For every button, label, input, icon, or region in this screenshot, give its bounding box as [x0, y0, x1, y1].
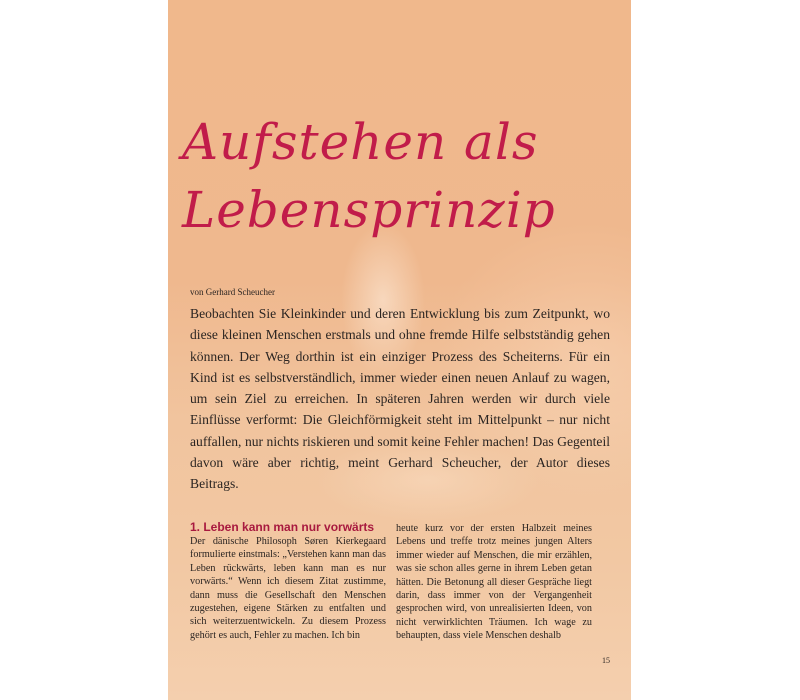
lead-paragraph: Beobachten Sie Kleinkinder und deren Entwicklung bis zum Zeitpunkt, wo diese kleinen Menschen erstmals und ohne fremde Hilfe selbstständig gehen können. Der Weg dorthin ist ein einziger Prozess des Scheiterns. Für ein Kind ist es selbstverständlich, immer wieder einen neuen Anlauf zu wagen, um sein Ziel zu erreichen. In späteren Jahren werden wir durch viele Einflüsse verformt: Die Gleichförmigkeit steht im Mittelpunkt – nur nicht auffallen, nur nichts riskieren und somit keine Fehler machen! Das Gegenteil davon wäre aber richtig, meint Gerhard Scheucher, der Autor dieses Beitrags. — [190, 306, 610, 492]
body-column-left — [190, 520, 386, 642]
title-line-1: Aufstehen als — [182, 113, 539, 171]
page-number: 15 — [602, 656, 610, 665]
title-line-2: Lebensprinzip — [182, 181, 556, 239]
body-column-right — [396, 522, 592, 643]
byline: von Gerhard Scheucher — [190, 287, 275, 297]
section-heading: 1. Leben kann man nur vorwärts — [190, 520, 375, 534]
body-text-left: Der dänische Philosoph Søren Kierkegaard formulierte einstmals: „Verstehen kann man das Leben rückwärts, leben kann man es nur vorwärts.“ Wenn ich diesem Zitat zustimme, dann muss die Gesellschaft den Menschen zugestehen, eigene Stärken zu entfalten und sich weiterzuentwickeln. Zu diesem Prozess gehört es auch, Fehler zu machen. Ich bin — [190, 536, 386, 641]
article-title — [182, 108, 622, 244]
magazine-page — [168, 0, 631, 700]
body-text-right: heute kurz vor der ersten Halbzeit meines Lebens und treffe trotz meines jungen Alters immer wieder auf Menschen, die mir erzählen, was sie schon alles gerne in ihrem Leben getan hätten. Die Betonung all dieser Gespräche liegt darin, dass immer von der Vergangenheit gesprochen wird, von unrealisierten Ideen, von nicht verwirklichten Träumen. Ich wage zu behaupten, dass viele Menschen deshalb — [396, 523, 592, 642]
